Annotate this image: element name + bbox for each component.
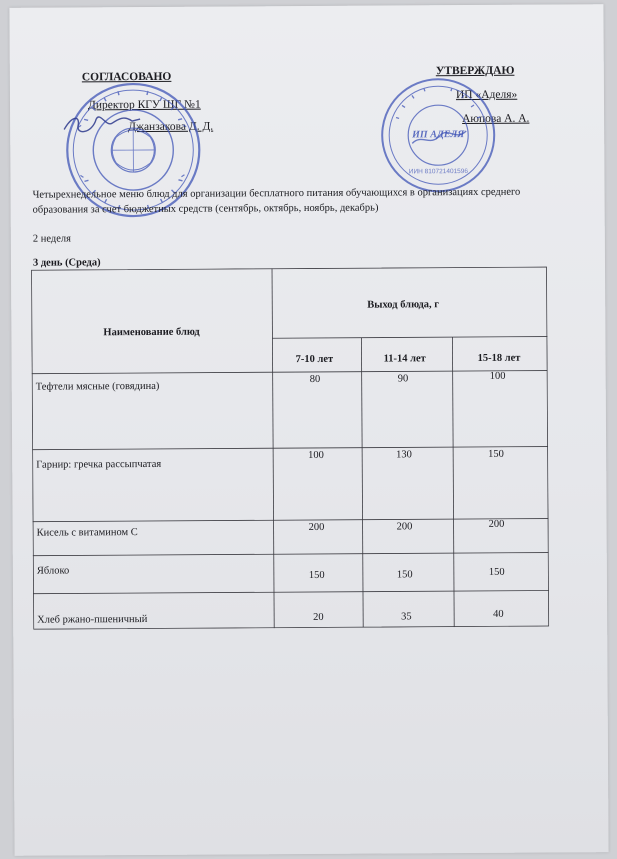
row-value-11-14: 35 [401,611,412,623]
row-value-11-14: 200 [396,521,413,533]
row-value-11-14: 150 [396,569,413,581]
row-value-7-10: 200 [308,521,325,534]
document-description-line1: Четырехнедельное меню блюд для организации бесплатного питания обучающихся в организациях среднего [32,186,521,201]
row-value-11-14: 90 [397,373,409,385]
table-grid-lines [31,267,549,630]
header-age-15-18: 15-18 лет [477,352,521,364]
approval-right-name: Аюпова А. А. [462,112,530,126]
approval-right-org: ИП «Аделя» [455,88,518,102]
row-value-7-10: 20 [313,611,324,623]
row-value-15-18: 200 [488,518,505,530]
signature-left [62,111,142,135]
row-value-11-14: 130 [396,449,412,461]
day-label: 3 день (Среда) [32,257,101,269]
document-page [9,4,608,856]
row-dish-name: Гарнир: гречка рассыпчатая [36,458,162,471]
row-value-7-10: 150 [308,569,325,582]
company-seal-stamp [378,75,499,196]
week-label: 2 неделя [32,233,71,245]
menu-table [31,267,549,630]
header-dish-name: Наименование блюд [103,326,200,339]
approval-left-title: СОГЛАСОВАНО [81,70,172,84]
row-value-15-18: 100 [489,370,506,382]
row-dish-name: Яблоко [36,565,70,577]
header-age-11-14: 11-14 лет [383,353,426,365]
stamp-bottom-text: ИИН 810721401596 [408,168,469,176]
approval-right-title: УТВЕРЖДАЮ [435,64,515,78]
row-value-7-10: 80 [309,373,321,385]
approval-left-position: Директор КГУ ШГ №1 [87,98,201,112]
row-value-15-18: 150 [488,448,504,460]
row-value-7-10: 100 [308,449,324,462]
row-dish-name: Кисель с витамином С [36,527,138,539]
header-output: Выход блюда, г [367,299,440,311]
row-dish-name: Хлеб ржано-пшеничный [37,613,148,626]
row-value-15-18: 150 [488,566,505,578]
stamp-center-text: ИП АДЕЛЯ [412,129,465,141]
header-age-7-10: 7-10 лет [295,353,334,366]
row-dish-name: Тефтели мясные (говядина) [35,380,160,393]
row-value-15-18: 40 [493,608,504,620]
document-description-line2: образования за счет бюджетных средств (сентябрь, октябрь, ноябрь, декабрь) [32,202,379,216]
approval-left-name: Джанзакова Д. Д. [128,120,214,134]
